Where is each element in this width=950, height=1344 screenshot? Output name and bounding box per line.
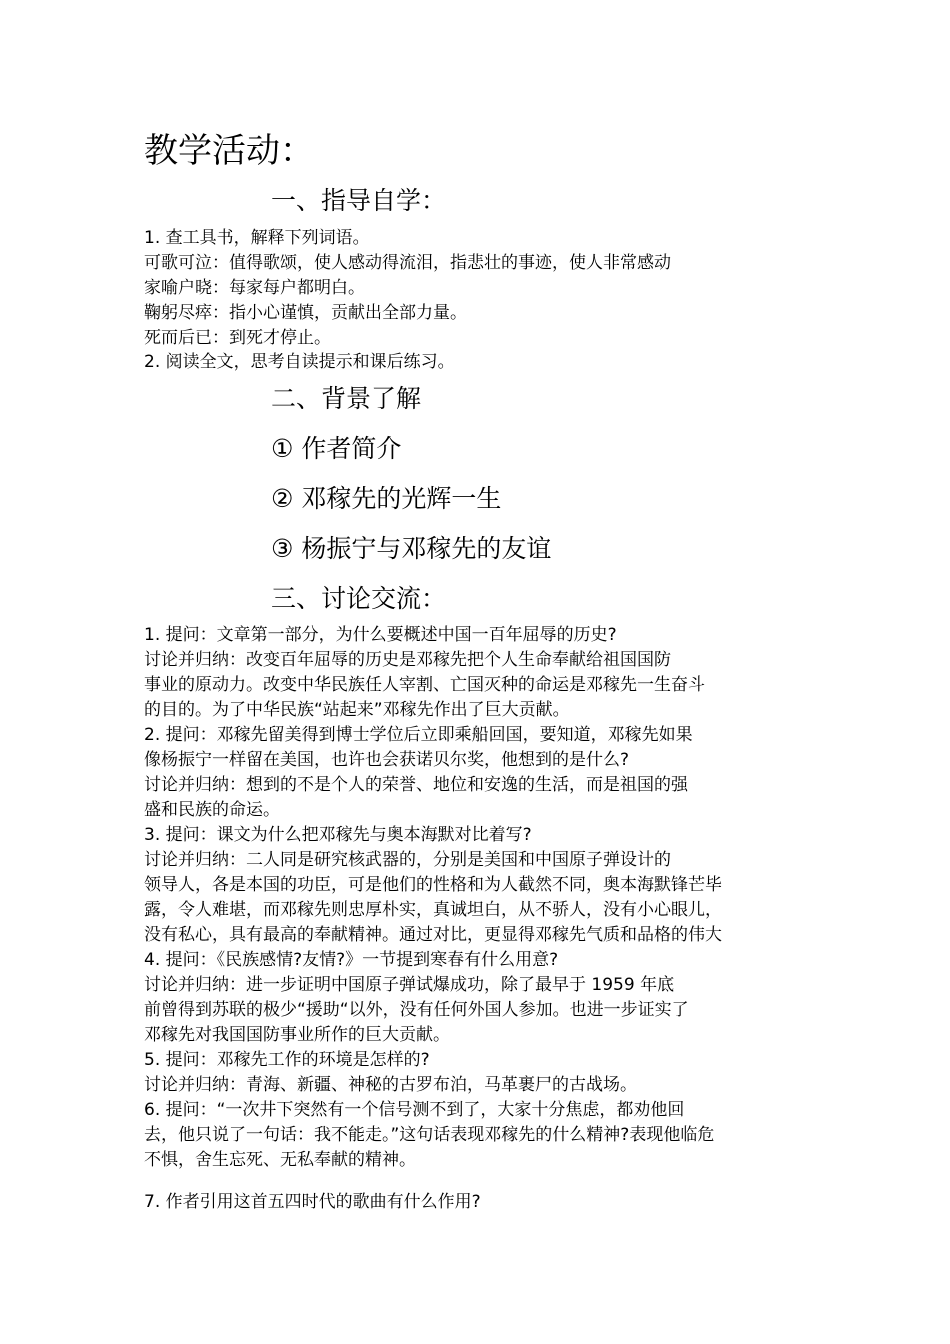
paragraph-line: 4. 提问：《民族感情?友情?》一节提到寒春有什么用意? bbox=[144, 950, 559, 970]
paragraph-line: 事业的原动力。改变中华民族任人宰割、亡国灭种的命运是邓稼先一生奋斗 bbox=[144, 675, 705, 695]
paragraph-line: 讨论并归纳：想到的不是个人的荣誉、地位和安逸的生活，而是祖国的强 bbox=[144, 775, 688, 795]
paragraph-line: 露，令人难堪，而邓稼先则忠厚朴实，真诚坦白，从不骄人，没有小心眼儿， bbox=[144, 900, 722, 920]
section-heading-self-study: 一、指导自学： bbox=[271, 186, 447, 215]
paragraph-line: 5. 提问：邓稼先工作的环境是怎样的? bbox=[144, 1050, 430, 1070]
page-title: 教学活动： bbox=[144, 131, 314, 171]
section-heading-discussion: 三、讨论交流： bbox=[271, 584, 447, 613]
paragraph-line: 盛和民族的命运。 bbox=[144, 800, 280, 820]
paragraph-line: 讨论并归纳：二人同是研究核武器的，分别是美国和中国原子弹设计的 bbox=[144, 850, 671, 870]
background-item: ③ 杨振宁与邓稼先的友谊 bbox=[271, 534, 552, 563]
paragraph-line: 可歌可泣：值得歌颂，使人感动得流泪，指悲壮的事迹，使人非常感动 bbox=[144, 253, 671, 273]
paragraph-line: 不惧，舍生忘死、无私奉献的精神。 bbox=[144, 1150, 416, 1170]
paragraph-line: 7. 作者引用这首五四时代的歌曲有什么作用? bbox=[144, 1192, 481, 1212]
paragraph-line: 2. 提问：邓稼先留美得到博士学位后立即乘船回国，要知道，邓稼先如果 bbox=[144, 725, 693, 745]
paragraph-line: 6. 提问：“一次井下突然有一个信号测不到了，大家十分焦虑，都劝他回 bbox=[144, 1100, 685, 1120]
paragraph-line: 2. 阅读全文，思考自读提示和课后练习。 bbox=[144, 352, 455, 372]
paragraph-line: 去，他只说了一句话：我不能走。”这句话表现邓稼先的什么精神?表现他临危 bbox=[144, 1125, 715, 1145]
paragraph-line: 1. 提问：文章第一部分，为什么要概述中国一百年屈辱的历史? bbox=[144, 625, 617, 645]
paragraph-line: 邓稼先对我国国防事业所作的巨大贡献。 bbox=[144, 1025, 450, 1045]
paragraph-line: 没有私心，具有最高的奉献精神。通过对比，更显得邓稼先气质和品格的伟大 bbox=[144, 925, 722, 945]
paragraph-line: 讨论并归纳：改变百年屈辱的历史是邓稼先把个人生命奉献给祖国国防 bbox=[144, 650, 671, 670]
paragraph-line: 3. 提问：课文为什么把邓稼先与奥本海默对比着写? bbox=[144, 825, 532, 845]
paragraph-line: 讨论并归纳：进一步证明中国原子弹试爆成功，除了最早于 1959 年底 bbox=[144, 975, 675, 995]
section-heading-background: 二、背景了解 bbox=[271, 384, 422, 413]
paragraph-line: 像杨振宁一样留在美国，也许也会获诺贝尔奖，他想到的是什么? bbox=[144, 750, 630, 770]
paragraph-line: 鞠躬尽瘁：指小心谨慎，贡献出全部力量。 bbox=[144, 303, 467, 323]
paragraph-line: 1. 查工具书，解释下列词语。 bbox=[144, 228, 370, 248]
background-item: ① 作者简介 bbox=[271, 434, 402, 463]
paragraph-line: 领导人，各是本国的功臣，可是他们的性格和为人截然不同，奥本海默锋芒毕 bbox=[144, 875, 722, 895]
paragraph-line: 死而后已：到死才停止。 bbox=[144, 328, 331, 348]
paragraph-line: 前曾得到苏联的极少“援助“以外，没有任何外国人参加。也进一步证实了 bbox=[144, 1000, 689, 1020]
paragraph-line: 的目的。为了中华民族“站起来”邓稼先作出了巨大贡献。 bbox=[144, 700, 570, 720]
paragraph-line: 家喻户晓：每家每户都明白。 bbox=[144, 278, 365, 298]
paragraph-line: 讨论并归纳：青海、新疆、神秘的古罗布泊，马革裹尸的古战场。 bbox=[144, 1075, 637, 1095]
background-item: ② 邓稼先的光辉一生 bbox=[271, 484, 502, 513]
